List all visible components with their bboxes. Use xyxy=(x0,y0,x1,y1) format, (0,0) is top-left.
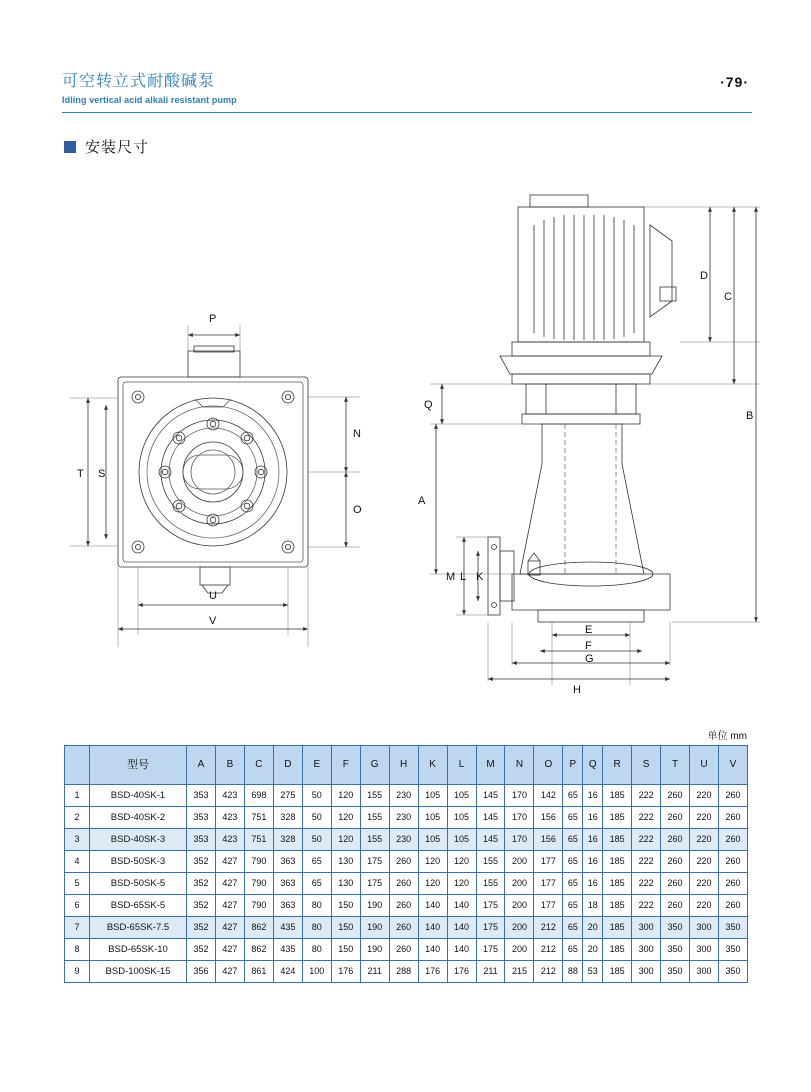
cell-T: 260 xyxy=(661,829,690,851)
row-model: BSD-65SK-5 xyxy=(90,895,187,917)
cell-B: 427 xyxy=(215,939,244,961)
table-row xyxy=(65,785,748,807)
dim-label-O: O xyxy=(353,504,362,516)
cell-T: 350 xyxy=(661,939,690,961)
table-header-P: P xyxy=(563,746,583,785)
cell-B: 427 xyxy=(215,851,244,873)
dimension-table xyxy=(64,745,748,983)
cell-L: 105 xyxy=(447,807,476,829)
cell-U: 220 xyxy=(690,873,719,895)
cell-F: 130 xyxy=(331,851,360,873)
row-model: BSD-50SK-3 xyxy=(90,851,187,873)
cell-Q: 16 xyxy=(583,785,603,807)
table-header-U: U xyxy=(690,746,719,785)
cell-A: 356 xyxy=(187,961,216,983)
table-header-S: S xyxy=(632,746,661,785)
cell-D: 435 xyxy=(273,939,302,961)
cell-C: 790 xyxy=(244,895,273,917)
row-model: BSD-100SK-15 xyxy=(90,961,187,983)
cell-H: 230 xyxy=(389,807,418,829)
cell-N: 200 xyxy=(505,873,534,895)
cell-M: 211 xyxy=(476,961,505,983)
cell-C: 862 xyxy=(244,917,273,939)
cell-E: 65 xyxy=(302,873,331,895)
table-header-A: A xyxy=(187,746,216,785)
cell-M: 145 xyxy=(476,807,505,829)
cell-R: 185 xyxy=(603,873,632,895)
cell-H: 260 xyxy=(389,873,418,895)
dim-label-C: C xyxy=(724,291,732,303)
table-header-G: G xyxy=(360,746,389,785)
cell-H: 260 xyxy=(389,939,418,961)
cell-G: 190 xyxy=(360,917,389,939)
row-index: 1 xyxy=(65,785,90,807)
cell-O: 212 xyxy=(534,917,563,939)
table-header-F: F xyxy=(331,746,360,785)
cell-P: 88 xyxy=(563,961,583,983)
cell-N: 170 xyxy=(505,785,534,807)
cell-C: 790 xyxy=(244,873,273,895)
table-header-H: H xyxy=(389,746,418,785)
cell-G: 190 xyxy=(360,895,389,917)
cell-K: 105 xyxy=(418,785,447,807)
table-row xyxy=(65,807,748,829)
table-header-Q: Q xyxy=(583,746,603,785)
cell-M: 155 xyxy=(476,851,505,873)
cell-F: 150 xyxy=(331,939,360,961)
cell-M: 175 xyxy=(476,895,505,917)
cell-M: 155 xyxy=(476,873,505,895)
cell-G: 175 xyxy=(360,873,389,895)
table-row xyxy=(65,873,748,895)
row-model: BSD-40SK-2 xyxy=(90,807,187,829)
cell-U: 220 xyxy=(690,829,719,851)
cell-A: 353 xyxy=(187,807,216,829)
dim-label-U: U xyxy=(209,590,217,602)
cell-R: 185 xyxy=(603,807,632,829)
cell-M: 145 xyxy=(476,829,505,851)
dim-label-T: T xyxy=(77,468,84,480)
dim-label-K: K xyxy=(476,571,484,583)
table-row xyxy=(65,939,748,961)
cell-O: 142 xyxy=(534,785,563,807)
cell-T: 260 xyxy=(661,873,690,895)
cell-E: 100 xyxy=(302,961,331,983)
cell-L: 176 xyxy=(447,961,476,983)
page-title-cn: 可空转立式耐酸碱泵 xyxy=(62,73,216,90)
cell-H: 260 xyxy=(389,917,418,939)
cell-A: 352 xyxy=(187,939,216,961)
cell-N: 170 xyxy=(505,807,534,829)
cell-F: 120 xyxy=(331,785,360,807)
cell-F: 120 xyxy=(331,807,360,829)
cell-O: 156 xyxy=(534,807,563,829)
cell-U: 300 xyxy=(690,939,719,961)
cell-A: 352 xyxy=(187,873,216,895)
table-row xyxy=(65,851,748,873)
cell-R: 185 xyxy=(603,785,632,807)
cell-V: 260 xyxy=(718,873,747,895)
dimension-table-wrapper xyxy=(64,745,748,983)
cell-H: 260 xyxy=(389,851,418,873)
cell-S: 222 xyxy=(632,785,661,807)
cell-F: 130 xyxy=(331,873,360,895)
cell-P: 65 xyxy=(563,917,583,939)
cell-P: 65 xyxy=(563,829,583,851)
table-header-K: K xyxy=(418,746,447,785)
cell-G: 155 xyxy=(360,785,389,807)
cell-E: 50 xyxy=(302,829,331,851)
cell-O: 177 xyxy=(534,895,563,917)
row-index: 3 xyxy=(65,829,90,851)
table-header-row xyxy=(65,746,748,785)
cell-V: 350 xyxy=(718,939,747,961)
row-index: 8 xyxy=(65,939,90,961)
table-header-T: T xyxy=(661,746,690,785)
cell-P: 65 xyxy=(563,785,583,807)
cell-T: 260 xyxy=(661,785,690,807)
cell-B: 427 xyxy=(215,917,244,939)
cell-F: 120 xyxy=(331,829,360,851)
cell-K: 105 xyxy=(418,807,447,829)
cell-C: 698 xyxy=(244,785,273,807)
cell-U: 220 xyxy=(690,785,719,807)
dimension-labels xyxy=(77,270,753,696)
cell-H: 230 xyxy=(389,785,418,807)
cell-N: 170 xyxy=(505,829,534,851)
cell-O: 156 xyxy=(534,829,563,851)
section-title: 安装尺寸 xyxy=(85,139,150,156)
cell-Q: 16 xyxy=(583,807,603,829)
cell-F: 150 xyxy=(331,917,360,939)
cell-S: 222 xyxy=(632,873,661,895)
cell-C: 751 xyxy=(244,829,273,851)
cell-C: 861 xyxy=(244,961,273,983)
cell-E: 50 xyxy=(302,785,331,807)
cell-S: 300 xyxy=(632,961,661,983)
cell-D: 275 xyxy=(273,785,302,807)
cell-A: 352 xyxy=(187,917,216,939)
row-index: 2 xyxy=(65,807,90,829)
table-header-B: B xyxy=(215,746,244,785)
cell-Q: 18 xyxy=(583,895,603,917)
cell-K: 105 xyxy=(418,829,447,851)
cell-F: 150 xyxy=(331,895,360,917)
cell-L: 105 xyxy=(447,785,476,807)
table-row xyxy=(65,829,748,851)
dim-label-G: G xyxy=(585,653,594,665)
dim-label-D: D xyxy=(700,270,708,282)
cell-P: 65 xyxy=(563,807,583,829)
dim-label-M: M xyxy=(446,571,456,583)
cell-V: 350 xyxy=(718,961,747,983)
cell-N: 200 xyxy=(505,917,534,939)
table-header-M: M xyxy=(476,746,505,785)
table-header-V: V xyxy=(718,746,747,785)
cell-V: 350 xyxy=(718,917,747,939)
cell-O: 212 xyxy=(534,961,563,983)
cell-T: 260 xyxy=(661,807,690,829)
cell-U: 220 xyxy=(690,851,719,873)
cell-V: 260 xyxy=(718,785,747,807)
row-model: BSD-50SK-5 xyxy=(90,873,187,895)
cell-T: 260 xyxy=(661,851,690,873)
cell-D: 328 xyxy=(273,807,302,829)
cell-P: 65 xyxy=(563,873,583,895)
cell-G: 155 xyxy=(360,829,389,851)
cell-Q: 16 xyxy=(583,851,603,873)
cell-H: 230 xyxy=(389,829,418,851)
cell-N: 200 xyxy=(505,895,534,917)
cell-P: 65 xyxy=(563,939,583,961)
unit-note: 单位 mm xyxy=(707,731,747,742)
cell-A: 352 xyxy=(187,851,216,873)
cell-N: 200 xyxy=(505,939,534,961)
row-index: 5 xyxy=(65,873,90,895)
cell-A: 353 xyxy=(187,785,216,807)
cell-U: 220 xyxy=(690,895,719,917)
header-divider xyxy=(62,112,752,113)
cell-F: 176 xyxy=(331,961,360,983)
cell-O: 177 xyxy=(534,873,563,895)
cell-K: 120 xyxy=(418,851,447,873)
table-header-C: C xyxy=(244,746,273,785)
cell-N: 215 xyxy=(505,961,534,983)
dim-label-S: S xyxy=(98,468,106,480)
cell-K: 140 xyxy=(418,917,447,939)
cell-C: 790 xyxy=(244,851,273,873)
cell-H: 288 xyxy=(389,961,418,983)
page-number: ·79· xyxy=(720,74,749,90)
cell-S: 222 xyxy=(632,829,661,851)
cell-E: 80 xyxy=(302,939,331,961)
cell-B: 427 xyxy=(215,873,244,895)
cell-Q: 16 xyxy=(583,873,603,895)
cell-U: 300 xyxy=(690,961,719,983)
cell-D: 363 xyxy=(273,895,302,917)
cell-D: 363 xyxy=(273,851,302,873)
cell-Q: 20 xyxy=(583,917,603,939)
cell-A: 352 xyxy=(187,895,216,917)
cell-S: 222 xyxy=(632,895,661,917)
cell-D: 363 xyxy=(273,873,302,895)
cell-U: 220 xyxy=(690,807,719,829)
cell-E: 80 xyxy=(302,895,331,917)
cell-T: 350 xyxy=(661,961,690,983)
section-heading xyxy=(64,136,149,157)
row-index: 7 xyxy=(65,917,90,939)
cell-L: 140 xyxy=(447,939,476,961)
table-header-model: 型号 xyxy=(90,746,187,785)
cell-G: 175 xyxy=(360,851,389,873)
cell-N: 200 xyxy=(505,851,534,873)
dim-label-V: V xyxy=(209,615,217,627)
table-row xyxy=(65,895,748,917)
cell-S: 222 xyxy=(632,807,661,829)
row-index: 6 xyxy=(65,895,90,917)
elevation-view-drawing xyxy=(430,195,760,685)
table-row xyxy=(65,917,748,939)
row-index: 4 xyxy=(65,851,90,873)
row-model: BSD-65SK-7.5 xyxy=(90,917,187,939)
table-body xyxy=(65,785,748,983)
cell-C: 862 xyxy=(244,939,273,961)
cell-T: 350 xyxy=(661,917,690,939)
cell-G: 211 xyxy=(360,961,389,983)
cell-L: 120 xyxy=(447,873,476,895)
page-header xyxy=(62,72,752,106)
cell-K: 140 xyxy=(418,895,447,917)
row-model: BSD-40SK-1 xyxy=(90,785,187,807)
dim-label-H: H xyxy=(573,684,581,696)
cell-C: 751 xyxy=(244,807,273,829)
table-header-R: R xyxy=(603,746,632,785)
table-header-O: O xyxy=(534,746,563,785)
cell-K: 140 xyxy=(418,939,447,961)
cell-L: 105 xyxy=(447,829,476,851)
cell-T: 260 xyxy=(661,895,690,917)
cell-Q: 20 xyxy=(583,939,603,961)
cell-A: 353 xyxy=(187,829,216,851)
dim-label-L: L xyxy=(460,571,467,583)
cell-B: 427 xyxy=(215,895,244,917)
table-row xyxy=(65,961,748,983)
cell-L: 140 xyxy=(447,917,476,939)
cell-E: 65 xyxy=(302,851,331,873)
dim-label-B: B xyxy=(746,410,754,422)
cell-G: 155 xyxy=(360,807,389,829)
cell-L: 120 xyxy=(447,851,476,873)
cell-B: 423 xyxy=(215,785,244,807)
row-model: BSD-65SK-10 xyxy=(90,939,187,961)
cell-L: 140 xyxy=(447,895,476,917)
dim-label-N: N xyxy=(353,428,361,440)
cell-U: 300 xyxy=(690,917,719,939)
table-header-D: D xyxy=(273,746,302,785)
table-header-N: N xyxy=(505,746,534,785)
cell-K: 120 xyxy=(418,873,447,895)
cell-G: 190 xyxy=(360,939,389,961)
table-header-index xyxy=(65,746,90,785)
cell-M: 175 xyxy=(476,939,505,961)
cell-P: 65 xyxy=(563,895,583,917)
page-title-en: Idling vertical acid alkali resistant pump xyxy=(62,95,237,105)
dim-label-E: E xyxy=(585,624,593,636)
cell-V: 260 xyxy=(718,851,747,873)
cell-R: 185 xyxy=(603,829,632,851)
cell-E: 80 xyxy=(302,917,331,939)
cell-S: 300 xyxy=(632,917,661,939)
cell-R: 185 xyxy=(603,895,632,917)
table-header-L: L xyxy=(447,746,476,785)
row-index: 9 xyxy=(65,961,90,983)
cell-R: 185 xyxy=(603,939,632,961)
cell-R: 185 xyxy=(603,851,632,873)
square-marker-icon xyxy=(64,141,76,153)
cell-S: 222 xyxy=(632,851,661,873)
cell-D: 435 xyxy=(273,917,302,939)
cell-B: 423 xyxy=(215,829,244,851)
cell-M: 175 xyxy=(476,917,505,939)
cell-B: 423 xyxy=(215,807,244,829)
cell-R: 185 xyxy=(603,917,632,939)
cell-V: 260 xyxy=(718,895,747,917)
installation-dimension-drawings xyxy=(60,165,760,705)
dim-label-A: A xyxy=(418,495,426,507)
cell-S: 300 xyxy=(632,939,661,961)
cell-V: 260 xyxy=(718,807,747,829)
cell-K: 176 xyxy=(418,961,447,983)
cell-D: 424 xyxy=(273,961,302,983)
cell-D: 328 xyxy=(273,829,302,851)
cell-P: 65 xyxy=(563,851,583,873)
row-model: BSD-40SK-3 xyxy=(90,829,187,851)
table-header-E: E xyxy=(302,746,331,785)
cell-Q: 16 xyxy=(583,829,603,851)
cell-B: 427 xyxy=(215,961,244,983)
cell-Q: 53 xyxy=(583,961,603,983)
dim-label-P: P xyxy=(209,313,217,325)
cell-R: 185 xyxy=(603,961,632,983)
cell-E: 50 xyxy=(302,807,331,829)
dim-label-Q: Q xyxy=(424,399,433,411)
dim-label-F: F xyxy=(585,640,592,652)
cell-M: 145 xyxy=(476,785,505,807)
cell-H: 260 xyxy=(389,895,418,917)
cell-V: 260 xyxy=(718,829,747,851)
cell-O: 177 xyxy=(534,851,563,873)
cell-O: 212 xyxy=(534,939,563,961)
